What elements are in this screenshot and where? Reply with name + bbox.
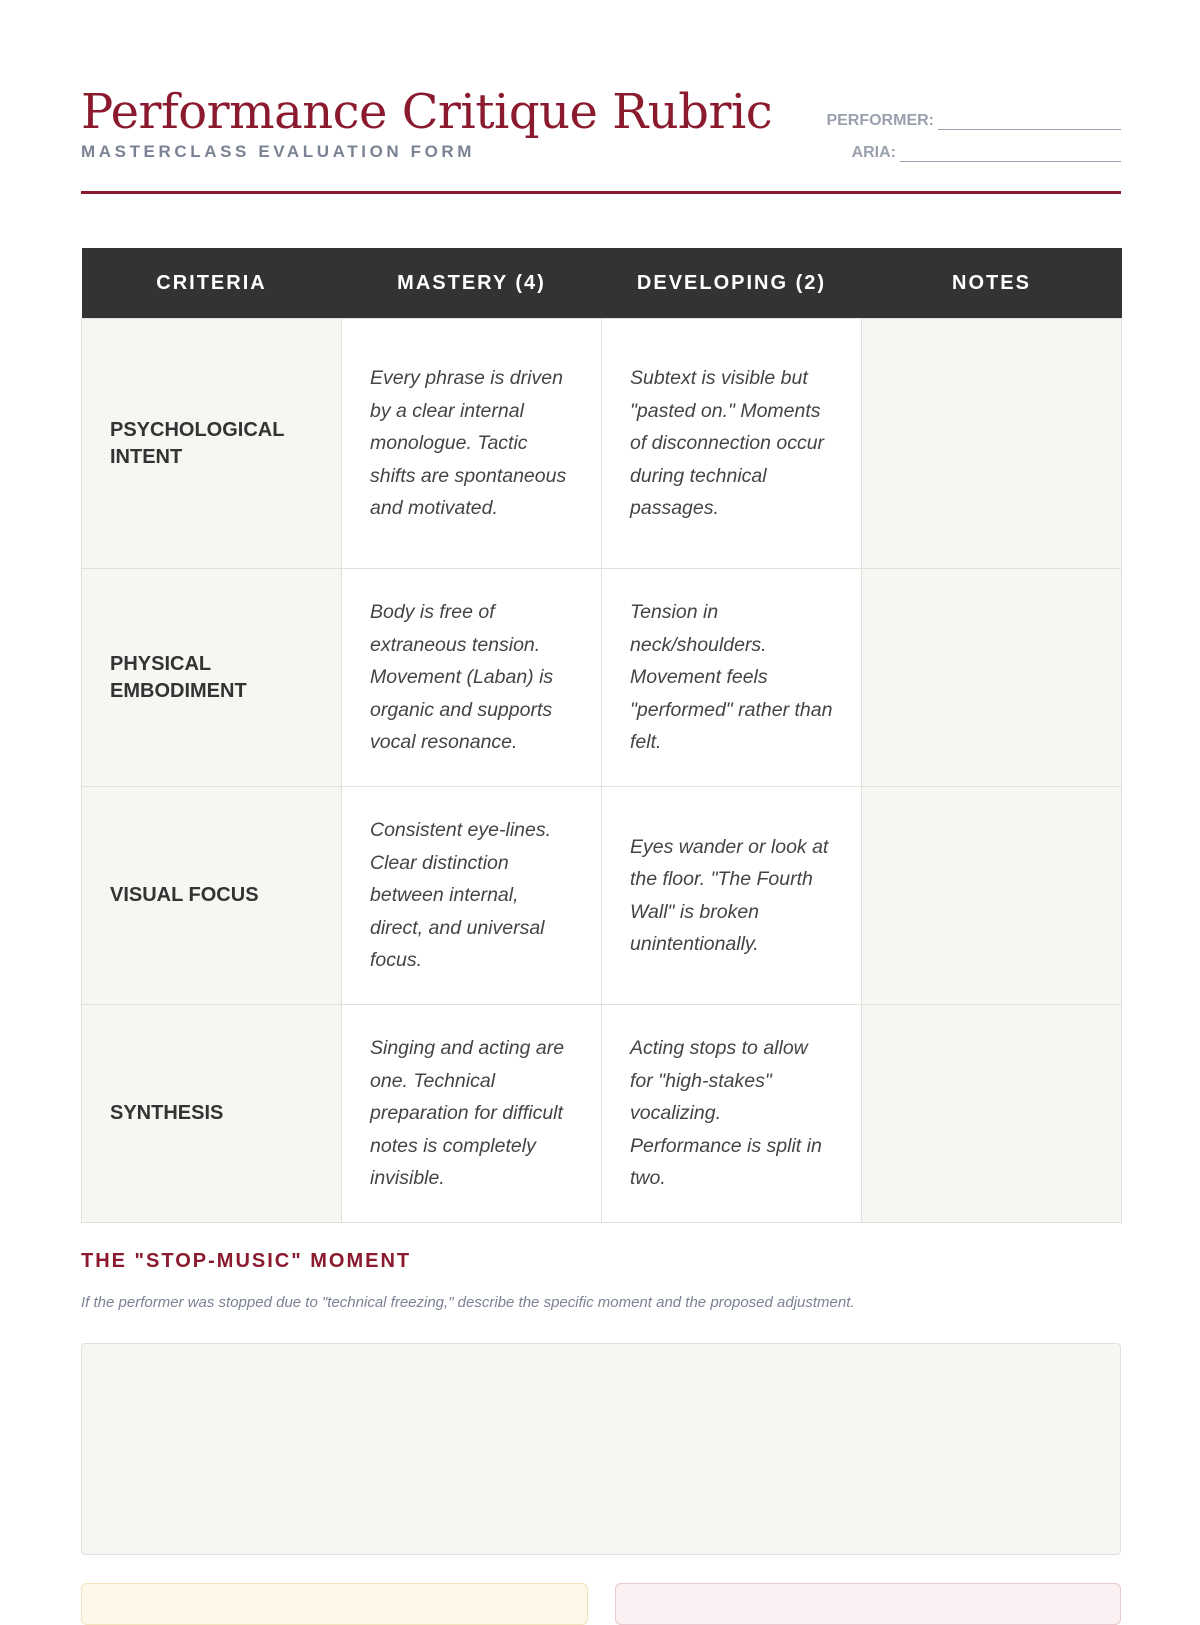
rubric-page — [81, 0, 1121, 1600]
developing-cell: Tension in neck/shoulders. Movement feels "performed" rather than felt. — [602, 569, 862, 787]
column-header-developing: DEVELOPING (2) — [602, 248, 862, 319]
mastery-cell: Body is free of extraneous tension. Movement (Laban) is organic and supports vocal resonance. — [342, 569, 602, 787]
criteria-cell: PSYCHOLOGICAL INTENT — [82, 319, 342, 569]
column-header-mastery: MASTERY (4) — [342, 248, 602, 319]
form-header — [81, 84, 1121, 194]
performer-info — [821, 110, 1121, 174]
column-header-criteria: CRITERIA — [82, 248, 342, 319]
rubric-table — [81, 248, 1122, 1223]
bottom-panel-right — [615, 1583, 1121, 1625]
table-row — [82, 787, 1122, 1005]
criteria-cell: VISUAL FOCUS — [82, 787, 342, 1005]
notes-cell[interactable] — [862, 569, 1122, 787]
bottom-panel-left — [81, 1583, 588, 1625]
performer-label: PERFORMER: — [826, 112, 934, 129]
performer-row — [821, 110, 1121, 130]
developing-cell: Subtext is visible but "pasted on." Moments of disconnection occur during technical passages. — [602, 319, 862, 569]
mastery-cell: Consistent eye-lines. Clear distinction between internal, direct, and universal focus. — [342, 787, 602, 1005]
developing-cell: Eyes wander or look at the floor. "The Fourth Wall" is broken unintentionally. — [602, 787, 862, 1005]
table-row — [82, 1005, 1122, 1223]
aria-row — [821, 142, 1121, 162]
header-divider — [81, 191, 1121, 194]
mastery-cell: Every phrase is driven by a clear internal monologue. Tactic shifts are spontaneous and motivated. — [342, 319, 602, 569]
performer-field[interactable] — [938, 115, 1121, 130]
aria-field[interactable] — [900, 147, 1121, 162]
stop-music-heading: THE "STOP-MUSIC" MOMENT — [81, 1250, 412, 1272]
table-row — [82, 569, 1122, 787]
developing-cell: Acting stops to allow for "high-stakes" vocalizing. Performance is split in two. — [602, 1005, 862, 1223]
notes-cell[interactable] — [862, 787, 1122, 1005]
aria-label: ARIA: — [851, 144, 896, 161]
criteria-cell: SYNTHESIS — [82, 1005, 342, 1223]
stop-music-response-box[interactable] — [81, 1343, 1121, 1555]
table-row — [82, 319, 1122, 569]
column-header-notes: NOTES — [862, 248, 1122, 319]
stop-music-instruction: If the performer was stopped due to "technical freezing," describe the specific moment and the proposed adjustment. — [81, 1294, 855, 1311]
notes-cell[interactable] — [862, 319, 1122, 569]
mastery-cell: Singing and acting are one. Technical preparation for difficult notes is completely invisible. — [342, 1005, 602, 1223]
table-header-row — [82, 248, 1122, 319]
page-title: Performance Critique Rubric — [81, 84, 773, 140]
notes-cell[interactable] — [862, 1005, 1122, 1223]
page-subtitle: MASTERCLASS EVALUATION FORM — [81, 142, 476, 161]
criteria-cell: PHYSICAL EMBODIMENT — [82, 569, 342, 787]
